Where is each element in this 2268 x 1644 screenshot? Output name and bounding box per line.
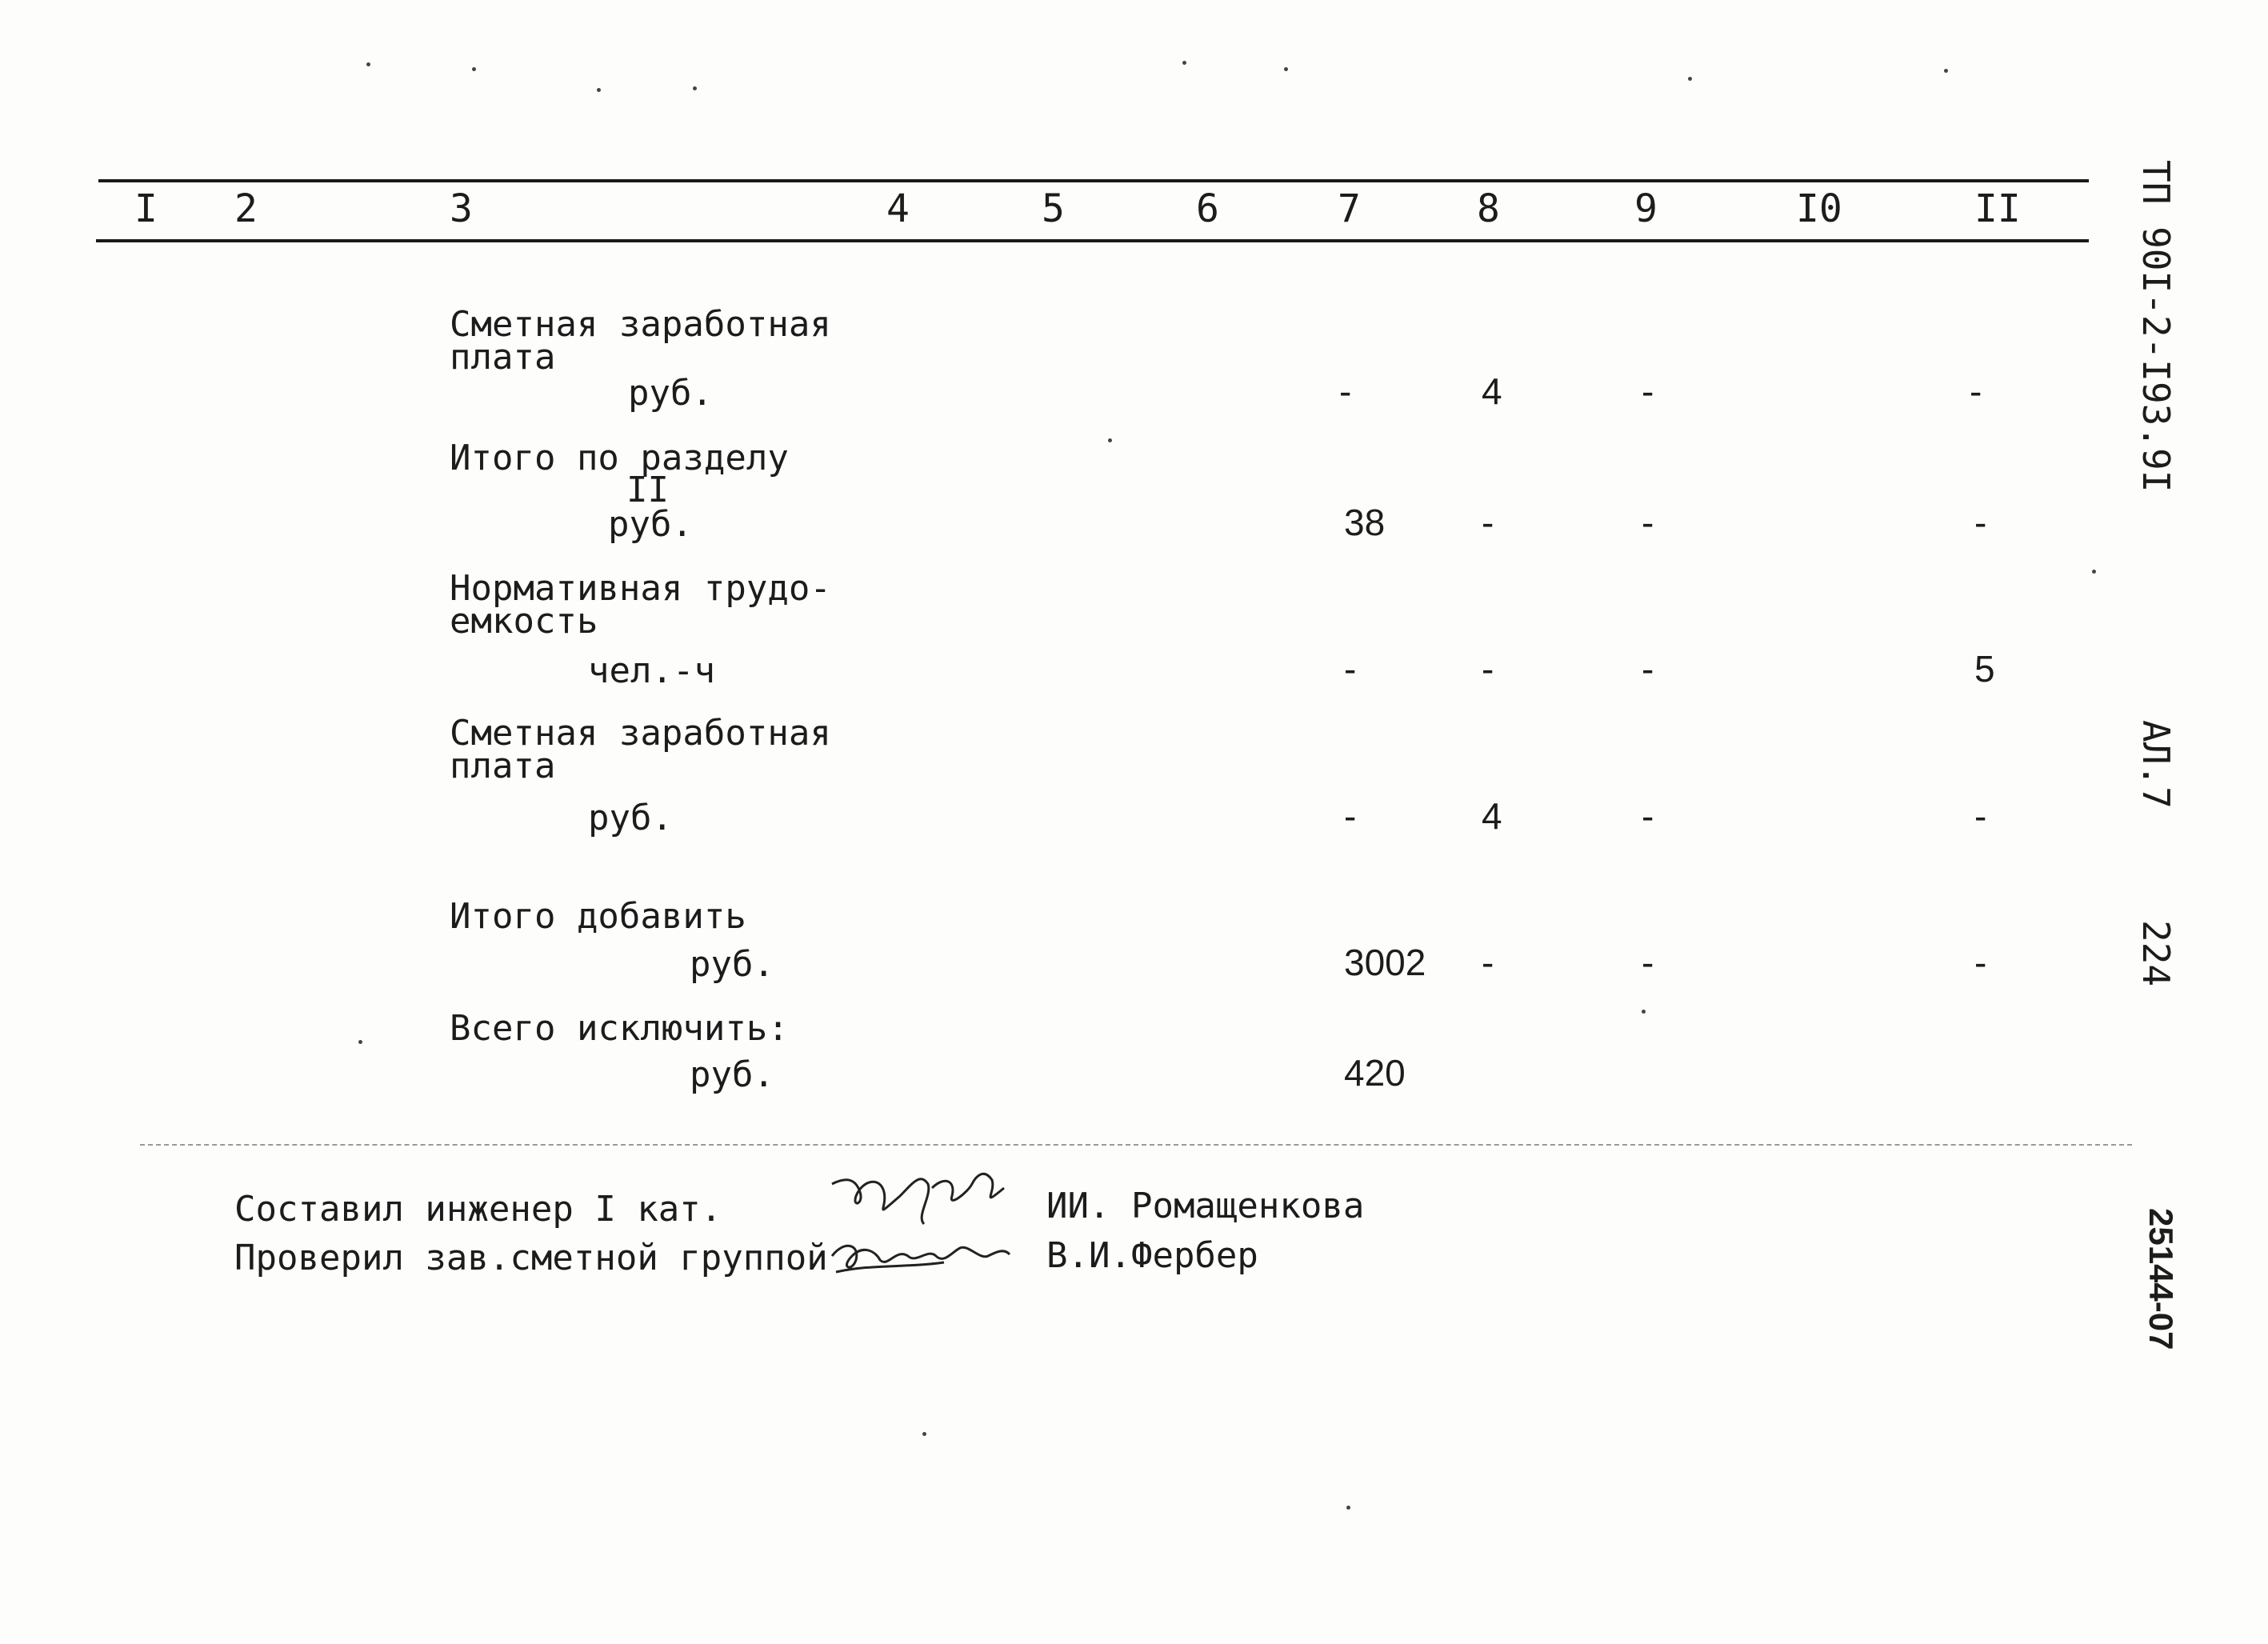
archive-number: 25144-07	[2142, 1208, 2180, 1350]
column-header-11: II	[1974, 186, 2021, 231]
cell-col11: -	[1974, 502, 1987, 543]
column-header-10: I0	[1796, 186, 1842, 231]
row-unit: руб.	[690, 1054, 774, 1095]
row-label-line: Итого добавить	[450, 896, 746, 937]
cell-col8: -	[1482, 648, 1494, 690]
cell-col11: -	[1974, 942, 1987, 983]
table-top-rule	[98, 179, 2089, 182]
cell-col9: -	[1642, 370, 1654, 412]
column-header-9: 9	[1634, 186, 1658, 231]
cell-col7: -	[1339, 370, 1352, 412]
cell-col9: -	[1642, 795, 1654, 837]
row-unit: руб.	[690, 944, 774, 985]
cell-col7: 3002	[1344, 942, 1426, 983]
row-unit: руб.	[608, 504, 693, 545]
compiled-by-label: Составил инженер I кат.	[234, 1189, 722, 1230]
cell-col7: -	[1344, 795, 1357, 837]
cell-col7: 420	[1344, 1052, 1406, 1094]
cell-col8: 4	[1482, 370, 1502, 412]
row-unit: руб.	[628, 373, 713, 414]
cell-col11: -	[1974, 795, 1987, 837]
column-header-8: 8	[1477, 186, 1500, 231]
cell-col8: -	[1482, 942, 1494, 983]
cell-col9: -	[1642, 502, 1654, 543]
row-label-line: Всего исключить:	[450, 1008, 789, 1049]
row-label-line: Итого по разделу	[450, 438, 789, 478]
cell-col7: 38	[1344, 502, 1386, 543]
column-header-4: 4	[886, 186, 910, 231]
doc-code-label: ТП 90I-2-I93.9I	[2134, 160, 2178, 493]
column-header-1: I	[134, 186, 158, 231]
cell-col11: 5	[1974, 648, 1995, 690]
column-header-7: 7	[1338, 186, 1361, 231]
row-unit: чел.-ч	[588, 650, 715, 691]
cell-col7: -	[1344, 648, 1357, 690]
compiled-by-name: ИИ. Ромащенкова	[1046, 1186, 1365, 1226]
cell-col8: -	[1482, 502, 1494, 543]
signature-compiled	[824, 1160, 1016, 1232]
checked-by-label: Проверил зав.сметной группой	[234, 1238, 828, 1278]
row-unit: руб.	[588, 798, 673, 838]
row-label-line: Сметная заработная	[450, 304, 831, 345]
table-bottom-rule	[140, 1144, 2132, 1146]
page-number: 224	[2134, 920, 2178, 987]
cell-col9: -	[1642, 942, 1654, 983]
table-header-rule	[96, 239, 2089, 242]
checked-by-name: В.И.Фербер	[1046, 1235, 1258, 1276]
cell-col11: -	[1970, 370, 1982, 412]
row-label-line: II	[626, 470, 669, 510]
cell-col8: 4	[1482, 795, 1502, 837]
row-label-line: плата	[450, 337, 556, 378]
row-label-line: плата	[450, 746, 556, 786]
column-header-6: 6	[1196, 186, 1219, 231]
column-header-2: 2	[234, 186, 258, 231]
signature-checked	[824, 1224, 1016, 1280]
cell-col9: -	[1642, 648, 1654, 690]
row-label-line: Нормативная трудо-	[450, 568, 831, 609]
column-header-5: 5	[1042, 186, 1065, 231]
column-header-3: 3	[450, 186, 473, 231]
row-label-line: Сметная заработная	[450, 713, 831, 754]
row-label-line: емкость	[450, 601, 598, 642]
sheet-label: АЛ.7	[2134, 720, 2178, 809]
